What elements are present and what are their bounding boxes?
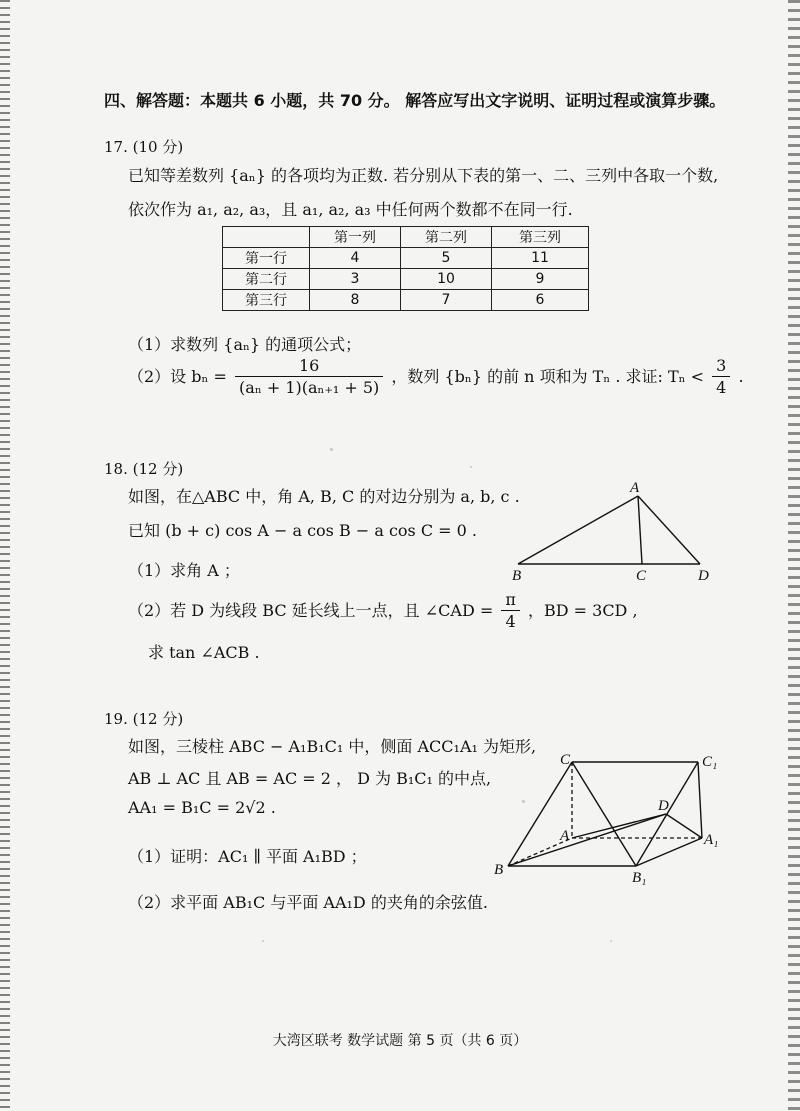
segment-ad [638,496,700,564]
label-d: D [698,568,709,584]
page-footer: 大湾区联考 数学试题 第 5 页（共 6 页） [272,1033,528,1049]
edge-cb1 [572,762,636,866]
table-cell: 8 [310,290,401,311]
scan-speck [470,466,472,468]
q17-number: 17. (10 分) [104,138,184,156]
edge-da1 [666,814,702,838]
table-cell: 5 [401,248,492,269]
q18-line1: 如图，在△ABC 中，角 A, B, C 的对边分别为 a, b, c . [128,487,520,506]
q18-part2-line2: 求 tan ∠ACB . [148,643,260,662]
q18-part2-suffix: ，BD = 3CD , [527,601,638,620]
scan-speck [610,940,612,942]
table-header-row [223,227,589,248]
label-b: B [512,568,522,584]
table-cell: 4 [310,248,401,269]
q17-rhs-fraction [712,356,730,399]
label-a: A [630,480,640,496]
q17-part2-middle: ，数列 {bₙ} 的前 n 项和为 Tₙ . 求证: Tₙ < [391,367,705,386]
table-cell: 9 [492,269,589,290]
q19-line2: AB ⊥ AC 且 AB = AC = 2 ， D 为 B₁C₁ 的中点, [128,769,492,788]
table-row [223,290,589,311]
table-cell: 7 [401,290,492,311]
label-b: B [494,862,504,878]
q18-part2 [128,590,638,633]
edge-b1a1 [636,838,702,866]
q19-line3: AA₁ = B₁C = 2√2 . [128,798,276,817]
edge-c1a1 [698,762,702,838]
table-cell: 第一行 [223,248,310,269]
label-c1: C₁ [702,754,718,770]
fraction-numerator: 16 [235,356,383,377]
table-header-cell: 第二列 [401,227,492,248]
q17-table [222,226,589,311]
q18-part2-prefix: （2）若 D 为线段 BC 延长线上一点，且 ∠CAD = [128,601,494,620]
table-cell: 第二行 [223,269,310,290]
q18-number: 18. (12 分) [104,460,184,478]
q17-part2-prefix: （2）设 bₙ = [128,367,227,386]
prism-figure [490,748,730,888]
label-c: C [560,752,571,768]
triangle-figure [500,478,730,588]
section-heading: 四、解答题：本题共 6 小题，共 70 分。 解答应写出文字说明、证明过程或演算步骤。 [104,91,726,110]
table-cell: 10 [401,269,492,290]
label-c: C [636,568,647,584]
table-header-cell: 第一列 [310,227,401,248]
scan-speck [522,800,525,803]
table-row [223,269,589,290]
q17-part1: （1）求数列 {aₙ} 的通项公式； [128,335,362,354]
q19-number: 19. (12 分) [104,710,184,728]
q17-line1: 已知等差数列 {aₙ} 的各项均为正数. 若分别从下表的第一、二、三列中各取一个数, [128,166,719,185]
table-cell: 3 [310,269,401,290]
label-d: D [658,798,669,814]
q19-part2: （2）求平面 AB₁C 与平面 AA₁D 的夹角的余弦值. [128,893,488,912]
table-cell: 11 [492,248,589,269]
q17-part2-end: . [738,367,744,386]
edge-ad [572,814,666,838]
q18-angle-fraction [501,590,520,633]
table-row [223,248,589,269]
table-header-cell: 第三列 [492,227,589,248]
edge-bd [508,814,666,866]
fraction-denominator: (aₙ + 1)(aₙ₊₁ + 5) [239,378,380,397]
table-header-cell [223,227,310,248]
scan-edge-left [0,0,10,1111]
segment-ab [518,496,638,564]
table-cell: 第三行 [223,290,310,311]
q18-part1: （1）求角 A ； [128,561,240,580]
q17-bn-fraction [235,356,383,399]
label-b1: B₁ [632,870,647,886]
label-a: A [560,828,570,844]
q19-line1: 如图，三棱柱 ABC − A₁B₁C₁ 中，侧面 ACC₁A₁ 为矩形, [128,737,537,756]
q18-line2: 已知 (b + c) cos A − a cos B − a cos C = 0 . [128,521,478,540]
fraction-numerator: 3 [712,356,730,377]
fraction-numerator: π [501,590,520,611]
scan-speck [262,940,264,942]
scan-speck [330,448,333,451]
q17-part2 [128,356,744,399]
label-a1: A₁ [704,832,719,848]
q19-part1: （1）证明：AC₁ ∥ 平面 A₁BD ； [128,847,367,866]
fraction-denominator: 4 [716,378,727,397]
scan-edge-right [788,0,800,1111]
q17-line2: 依次作为 a₁, a₂, a₃，且 a₁, a₂, a₃ 中任何两个数都不在同一行. [128,200,573,219]
table-cell: 6 [492,290,589,311]
fraction-denominator: 4 [505,612,516,631]
edge-cb [508,762,572,866]
segment-ac [638,496,642,564]
